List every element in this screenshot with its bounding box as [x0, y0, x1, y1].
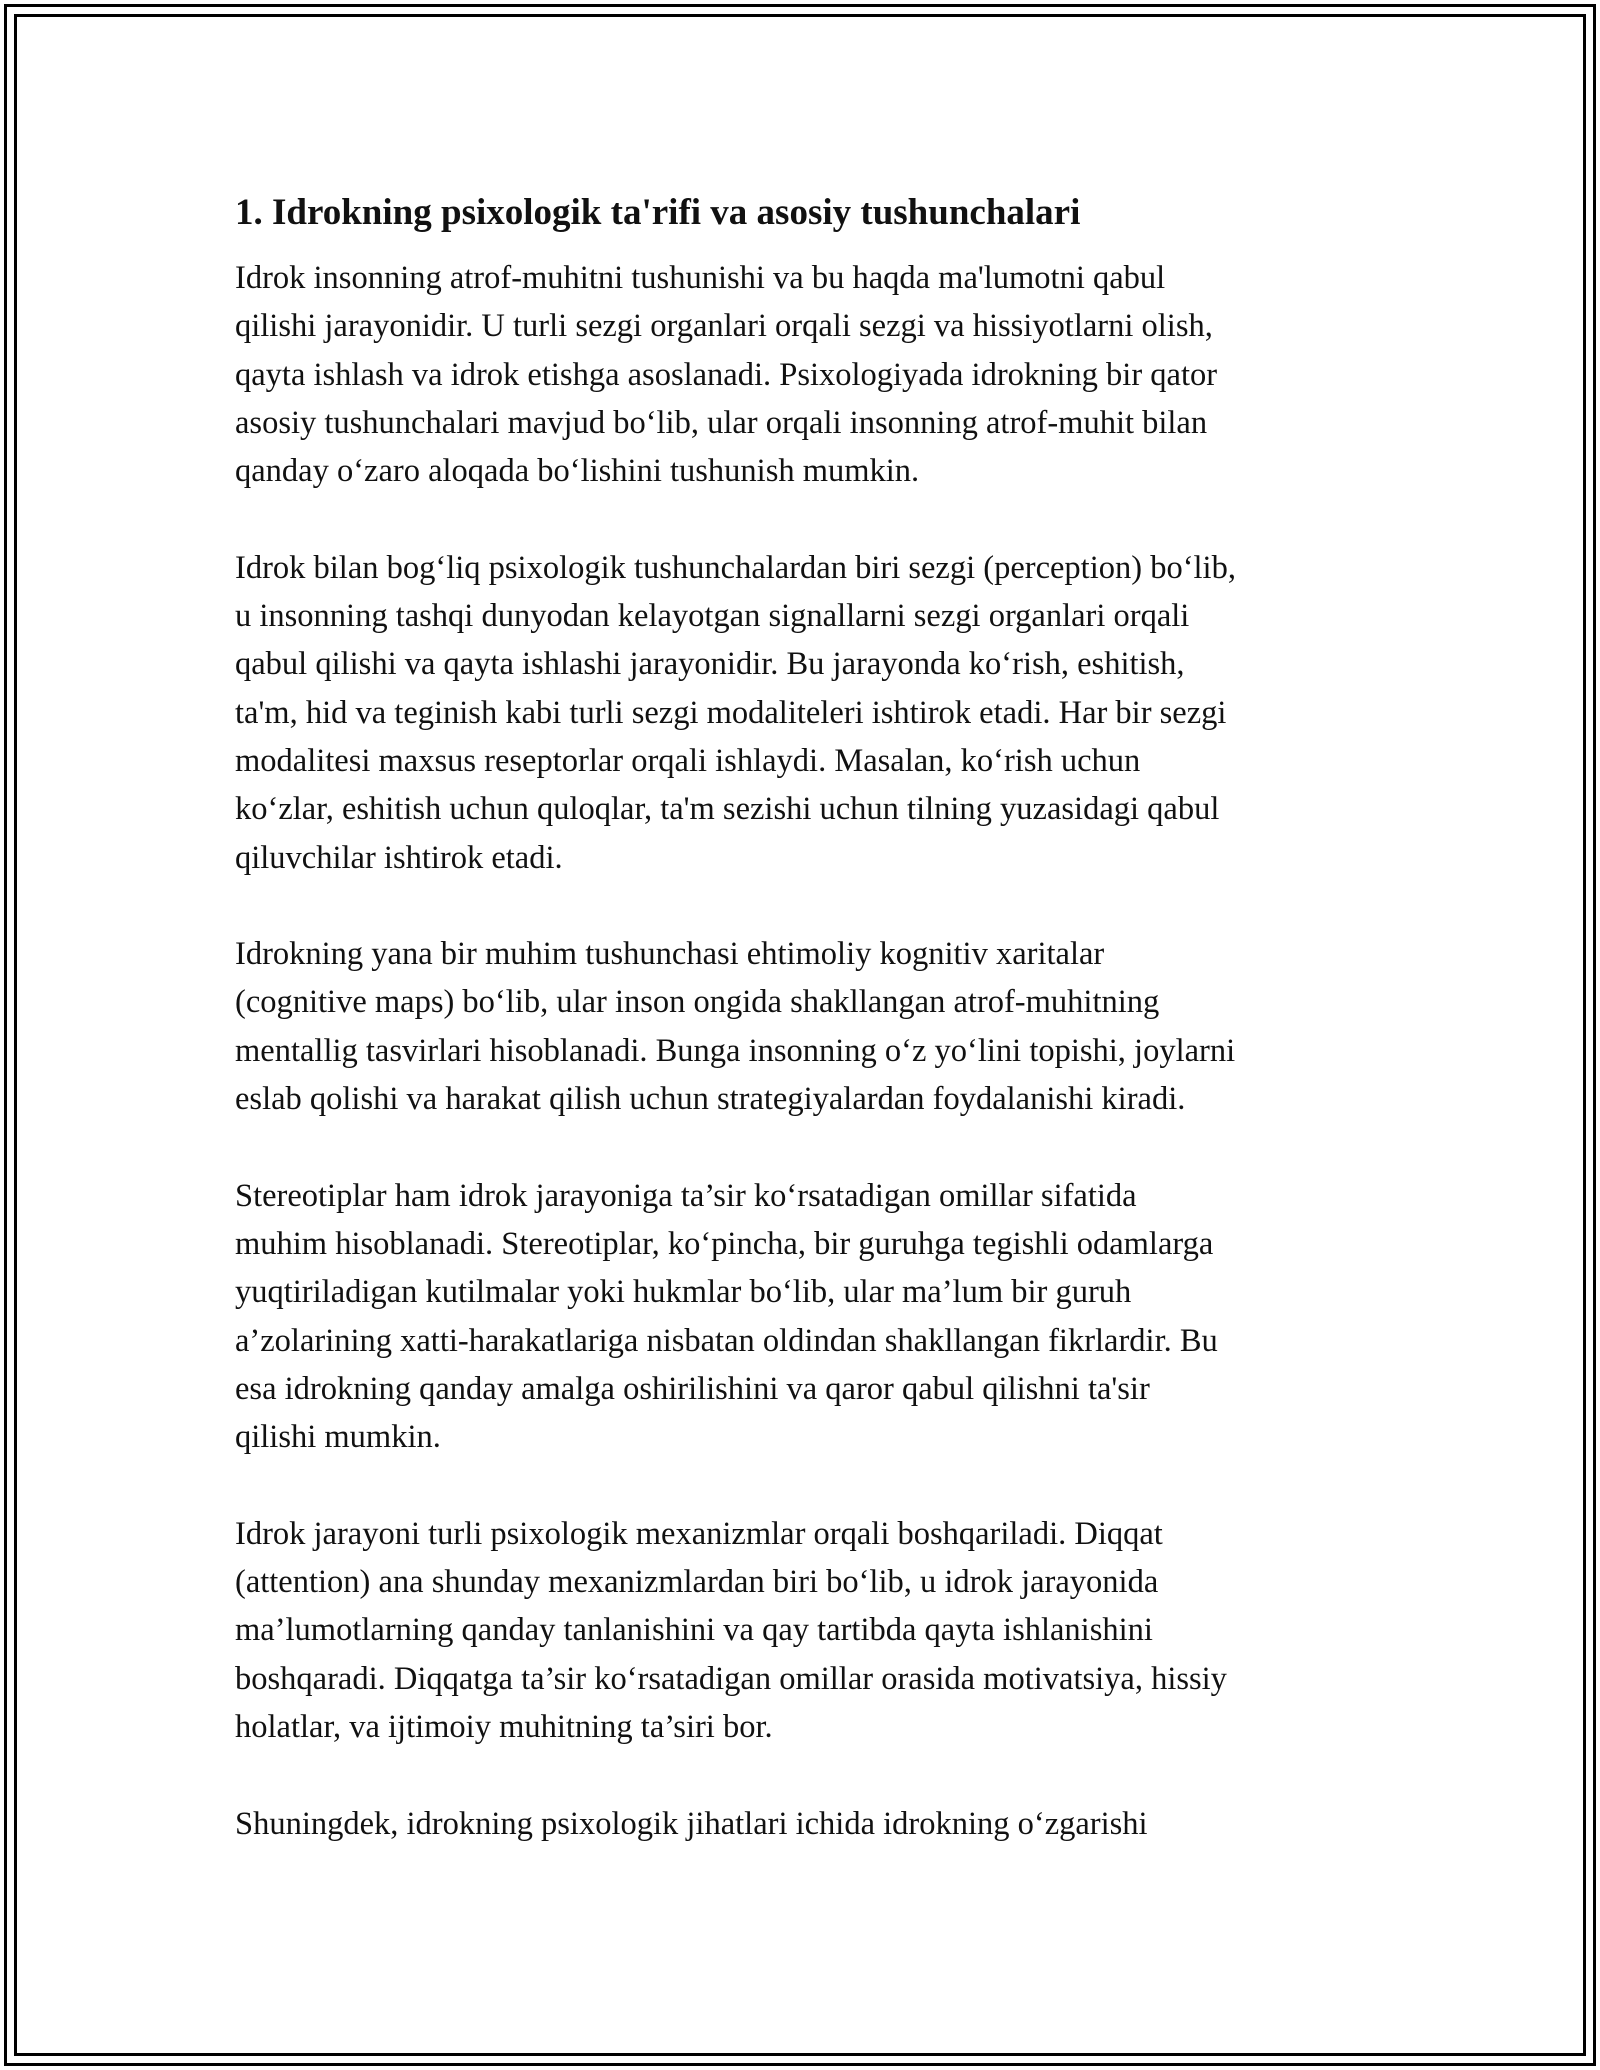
text-line: muhim hisoblanadi. Stereotiplar, ko‘pincha, bir guruhga tegishli odamlarga [235, 1225, 1214, 1262]
text-line: ma’lumotlarning qanday tanlanishini va qay tartibda qayta ishlanishini [235, 1612, 1153, 1649]
text-line: Idrok insonning atrof-muhitni tushunishi va bu haqda ma'lumotni qabul [235, 260, 1166, 296]
text-line: qilishi jarayonidir. U turli sezgi organlari orqali sezgi va hissiyotlarni olish, [235, 308, 1213, 345]
text-line: esa idrokning qanday amalga oshirilishini va qaror qabul qilishni ta'sir [235, 1370, 1150, 1407]
text-line: yuqtiriladigan kutilmalar yoki hukmlar bo‘lib, ular ma’lum bir guruh [235, 1274, 1132, 1311]
paragraph-2 [235, 544, 1375, 882]
section-heading: 1. Idrokning psixologik ta'rifi va asosiy tushunchalari [235, 192, 1081, 233]
text-line: mentallig tasvirlari hisoblanadi. Bunga insonning o‘z yo‘lini topishi, joylarni [235, 1032, 1236, 1069]
paragraph-6 [235, 1800, 1375, 1848]
text-line: qayta ishlash va idrok etishga asoslanadi. Psixologiyada idrokning bir qator [235, 356, 1218, 393]
text-line: (attention) ana shunday mexanizmlardan biri bo‘lib, u idrok jarayonida [235, 1564, 1159, 1601]
text-line: holatlar, va ijtimoiy muhitning ta’siri bor. [235, 1708, 773, 1745]
text-line: Idrokning yana bir muhim tushunchasi ehtimoliy kognitiv xaritalar [235, 936, 1105, 973]
text-line: qilishi mumkin. [235, 1419, 441, 1456]
text-line: Idrok jarayoni turli psixologik mexanizmlar orqali boshqariladi. Diqqat [235, 1515, 1163, 1552]
paragraph-5 [235, 1510, 1375, 1751]
paragraph-4 [235, 1172, 1375, 1462]
text-line: qabul qilishi va qayta ishlashi jarayonidir. Bu jarayonda ko‘rish, eshitish, [235, 646, 1185, 683]
paragraph-spacer [235, 1123, 1375, 1171]
text-line: boshqaradi. Diqqatga ta’sir ko‘rsatadigan omillar orasida motivatsiya, hissiy [235, 1660, 1227, 1697]
paragraph-spacer [235, 1751, 1375, 1799]
text-line: Shuningdek, idrokning psixologik jihatlari ichida idrokning o‘zgarishi [235, 1805, 1148, 1842]
text-line: qanday o‘zaro aloqada bo‘lishini tushunish mumkin. [235, 453, 920, 490]
text-line: qiluvchilar ishtirok etadi. [235, 839, 563, 876]
paragraph-spacer [235, 495, 1375, 543]
paragraph-spacer [235, 1461, 1375, 1509]
paragraph-3 [235, 930, 1375, 1123]
paragraph-spacer [235, 882, 1375, 930]
text-line: modalitesi maxsus reseptorlar orqali ishlaydi. Masalan, ko‘rish uchun [235, 742, 1141, 779]
text-line: eslab qolishi va harakat qilish uchun strategiyalardan foydalanishi kiradi. [235, 1081, 1186, 1118]
text-line: ko‘zlar, eshitish uchun quloqlar, ta'm sezishi uchun tilning yuzasidagi qabul [235, 791, 1220, 828]
text-line: u insonning tashqi dunyodan kelayotgan signallarni sezgi organlari orqali [235, 598, 1190, 635]
text-line: ta'm, hid va teginish kabi turli sezgi modaliteleri ishtirok etadi. Har bir sezgi [235, 694, 1227, 731]
text-line: Stereotiplar ham idrok jarayoniga ta’sir ko‘rsatadigan omillar sifatida [235, 1177, 1137, 1214]
paragraph-1 [235, 254, 1375, 495]
document-body [235, 182, 1375, 1848]
text-line: asosiy tushunchalari mavjud bo‘lib, ular orqali insonning atrof-muhit bilan [235, 404, 1208, 441]
text-line: (cognitive maps) bo‘lib, ular inson ongida shakllangan atrof-muhitning [235, 984, 1160, 1021]
text-line: a’zolarining xatti-harakatlariga nisbatan oldindan shakllangan fikrlardir. Bu [235, 1322, 1218, 1359]
text-line: Idrok bilan bog‘liq psixologik tushunchalardan biri sezgi (perception) bo‘lib, [235, 549, 1236, 586]
